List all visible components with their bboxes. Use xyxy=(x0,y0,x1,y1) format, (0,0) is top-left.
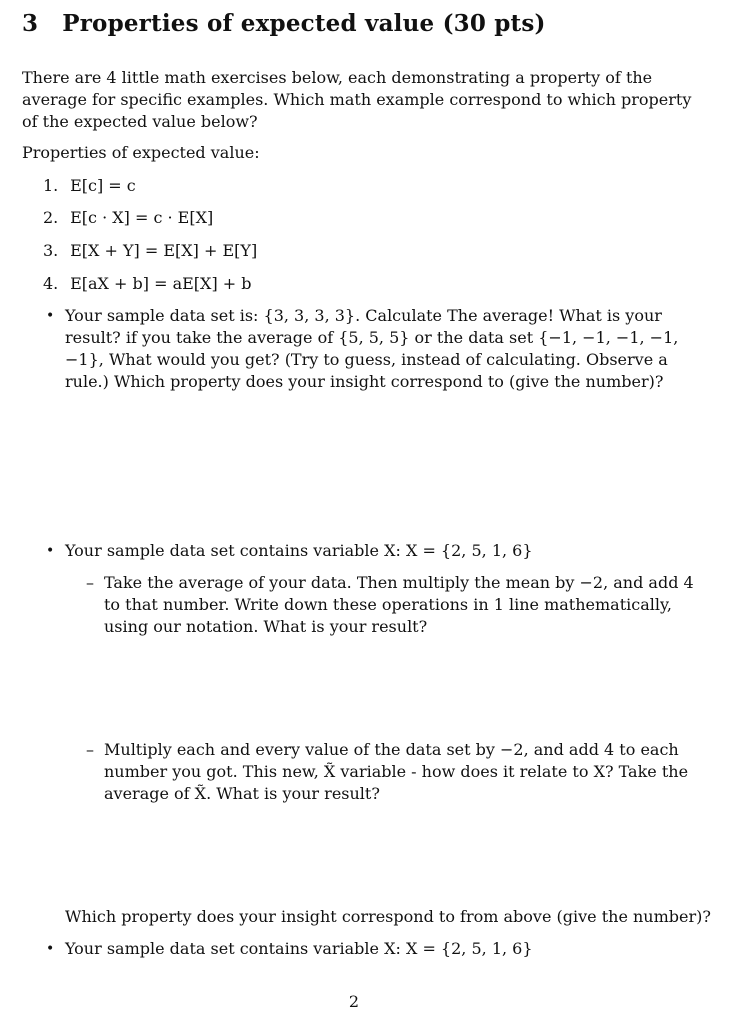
exercise-2-subtask-1: Take the average of your data. Then multiply the mean by −2, and add 4 to that number. Write down these operations in 1 line mathematically, using our notation. What is your result? xyxy=(104,573,694,636)
property-formula: E[c · X] = c · E[X] xyxy=(70,208,214,227)
section-number: 3 xyxy=(22,10,39,37)
exercise-3-text: Your sample data set contains variable X: X = {2, 5, 1, 6} xyxy=(65,939,533,958)
property-item-4 xyxy=(43,273,252,295)
bullet-marker: • xyxy=(46,941,55,957)
property-formula: E[X + Y] = E[X] + E[Y] xyxy=(70,241,258,260)
exercise-2-text: Your sample data set contains variable X: X = {2, 5, 1, 6} xyxy=(65,541,533,560)
property-formula: E[c] = c xyxy=(70,176,136,195)
section-heading xyxy=(22,10,546,37)
exercise-1-text: Your sample data set is: {3, 3, 3, 3}. Calculate The average! What is your result? if you take the average of {5, 5, 5} or the data set {−1, −1, −1, −1, −1}, What would you get? (Try to guess, instead of calculating. Observe a rule.) Which property does your insight correspond to (give the number)? xyxy=(65,306,679,391)
dash-marker: – xyxy=(86,573,94,592)
property-item-1 xyxy=(43,175,136,197)
property-number: 3. xyxy=(43,241,59,260)
bullet-marker: • xyxy=(46,543,55,559)
exercise-2-question: Which property does your insight correspond to from above (give the number)? xyxy=(65,907,711,926)
properties-label: Properties of expected value: xyxy=(22,143,260,162)
exercise-2-subtask-2: Multiply each and every value of the data set by −2, and add 4 to each number you got. This new, X̃ variable - how does it relate to X? Take the average of X̃. What is your result? xyxy=(104,740,689,803)
intro-paragraph: There are 4 little math exercises below, each demonstrating a property of the average for specific examples. Which math example correspond to which property of the expected value below? xyxy=(22,68,692,131)
page-number: 2 xyxy=(348,992,360,1011)
property-item-3 xyxy=(43,240,257,262)
section-title: Properties of expected value (30 pts) xyxy=(62,10,546,37)
property-number: 4. xyxy=(43,274,59,293)
property-formula: E[aX + b] = aE[X] + b xyxy=(70,274,252,293)
property-number: 2. xyxy=(43,208,59,227)
bullet-marker: • xyxy=(46,308,55,324)
dash-marker: – xyxy=(86,740,94,759)
property-item-2 xyxy=(43,207,213,229)
property-number: 1. xyxy=(43,176,59,195)
